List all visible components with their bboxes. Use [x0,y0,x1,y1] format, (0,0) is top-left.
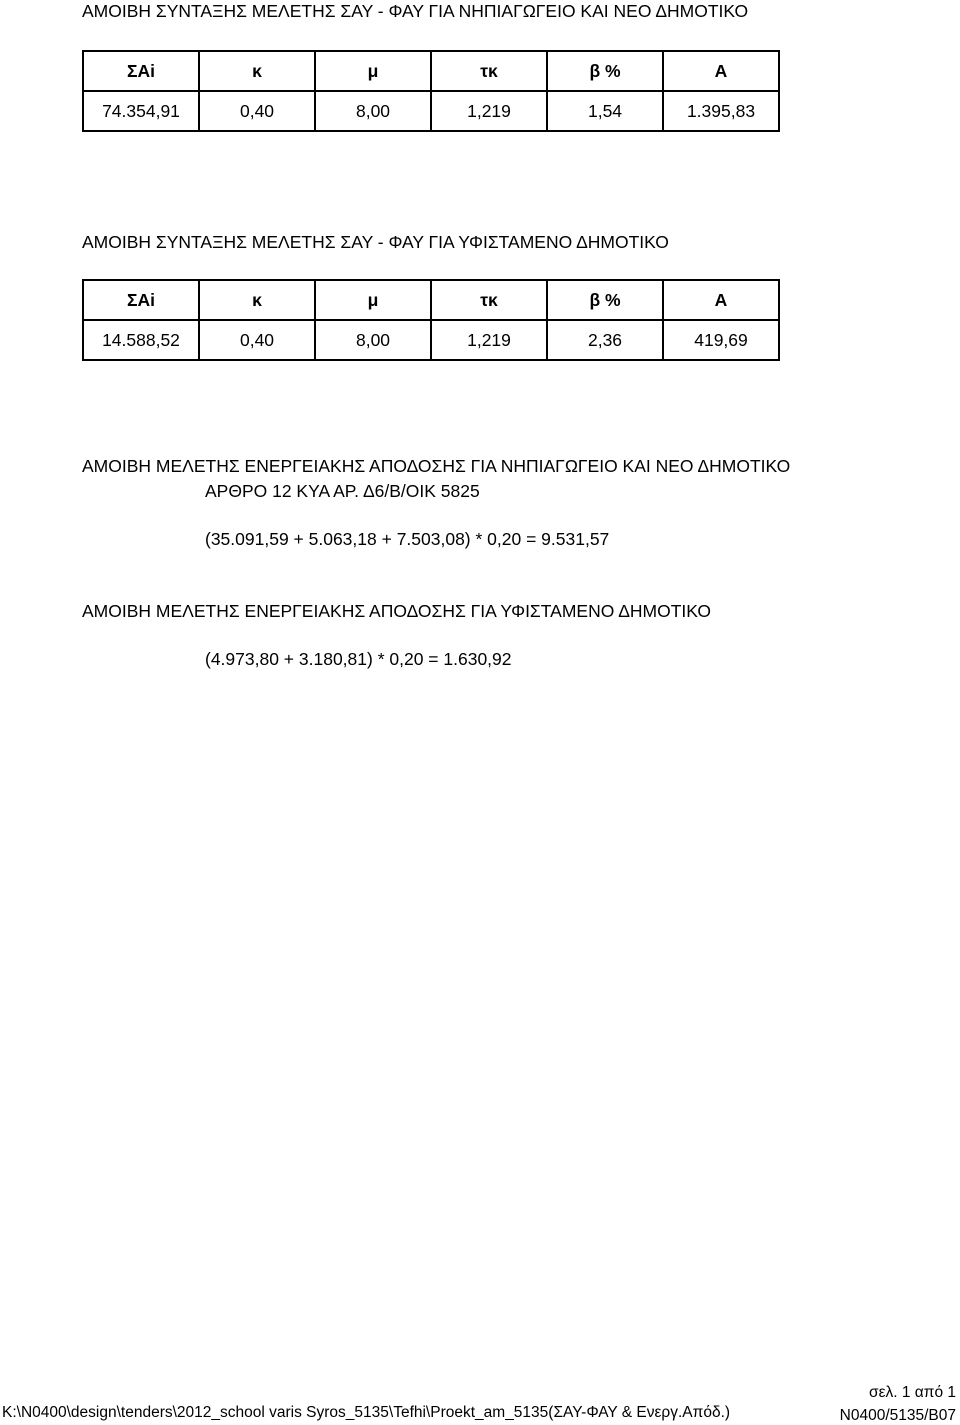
header-cell: κ [199,280,315,320]
header-cell: κ [199,51,315,91]
header-cell: μ [315,51,431,91]
table-row [83,91,779,131]
section3-title: ΑΜΟΙΒΗ ΜΕΛΕΤΗΣ ΕΝΕΡΓΕΙΑΚΗΣ ΑΠΟΔΟΣΗΣ ΓΙΑ ΝΗΠΙΑΓΩΓΕΙΟ ΚΑΙ ΝΕΟ ΔΗΜΟΤΙΚΟ [82,456,791,476]
document-code: N0400/5135/B07 [839,1407,956,1424]
energy-fee-formula-1: (35.091,59 + 5.063,18 + 7.503,08) * 0,20 = 9.531,57 [205,529,610,549]
header-cell: β % [547,51,663,91]
page-number: σελ. 1 από 1 [869,1384,956,1401]
article-reference: ΑΡΘΡΟ 12 ΚΥΑ ΑΡ. Δ6/Β/ΟΙΚ 5825 [205,481,480,501]
value-cell: 74.354,91 [83,91,199,131]
header-cell: ΣAi [83,280,199,320]
header-cell: β % [547,280,663,320]
value-cell: 1,219 [431,91,547,131]
section2-title: ΑΜΟΙΒΗ ΣΥΝΤΑΞΗΣ ΜΕΛΕΤΗΣ ΣΑΥ - ΦΑΥ ΓΙΑ ΥΦΙΣΤΑΜΕΝΟ ΔΗΜΟΤΙΚΟ [82,232,669,252]
header-cell: τκ [431,51,547,91]
table-header-row [83,51,779,91]
value-cell: 2,36 [547,320,663,360]
header-cell: Α [663,280,779,320]
value-cell: 1.395,83 [663,91,779,131]
section4-title: ΑΜΟΙΒΗ ΜΕΛΕΤΗΣ ΕΝΕΡΓΕΙΑΚΗΣ ΑΠΟΔΟΣΗΣ ΓΙΑ ΥΦΙΣΤΑΜΕΝΟ ΔΗΜΟΤΙΚΟ [82,601,712,621]
fee-table-kindergarten [82,50,780,132]
value-cell: 1,54 [547,91,663,131]
fee-table-existing-school [82,279,780,361]
value-cell: 14.588,52 [83,320,199,360]
value-cell: 1,219 [431,320,547,360]
header-cell: τκ [431,280,547,320]
value-cell: 8,00 [315,91,431,131]
value-cell: 8,00 [315,320,431,360]
header-cell: ΣAi [83,51,199,91]
header-cell: μ [315,280,431,320]
file-path: K:\N0400\design\tenders\2012_school varis Syros_5135\Tefhi\Proekt_am_5135(ΣΑΥ-ΦΑΥ & Ενεργ.Απόδ.) [2,1404,731,1421]
energy-fee-formula-2: (4.973,80 + 3.180,81) * 0,20 = 1.630,92 [205,649,512,669]
header-cell: Α [663,51,779,91]
value-cell: 0,40 [199,320,315,360]
section1-title: ΑΜΟΙΒΗ ΣΥΝΤΑΞΗΣ ΜΕΛΕΤΗΣ ΣΑΥ - ΦΑΥ ΓΙΑ ΝΗΠΙΑΓΩΓΕΙΟ ΚΑΙ ΝΕΟ ΔΗΜΟΤΙΚΟ [82,1,749,21]
table-row [83,320,779,360]
value-cell: 0,40 [199,91,315,131]
value-cell: 419,69 [663,320,779,360]
table-header-row [83,280,779,320]
